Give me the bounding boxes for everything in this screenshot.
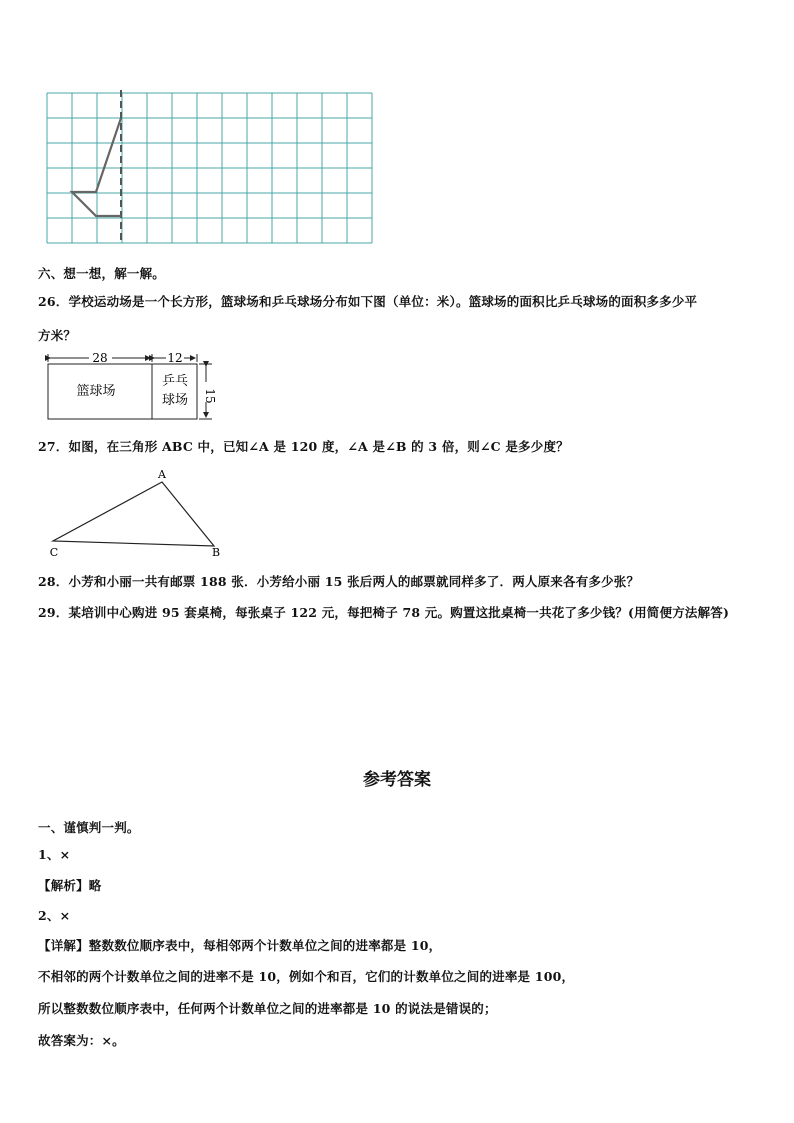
- answer-2-detail-3: 所以整数数位顺序表中，任何两个计数单位之间的进率都是 10 的说法是错误的；: [38, 1001, 497, 1016]
- question-27: 27．如图，在三角形 ABC 中，已知∠A 是 120 度，∠A 是∠B 的 3 倍，则∠C 是多少度？: [38, 439, 569, 454]
- answers-section-1-heading: 一、谨慎判一判。: [38, 820, 140, 835]
- question-26-line-1: 26．学校运动场是一个长方形，篮球场和乒乓球场分布如下图（单位：米）。篮球场的面积比乒乓球场的面积多多少平: [38, 294, 698, 309]
- answer-2-detail-1: 【详解】整数数位顺序表中，每相邻两个计数单位之间的进率都是 10，: [38, 938, 442, 953]
- vertex-a: A: [158, 468, 166, 481]
- question-29: 29．某培训中心购进 95 套桌椅，每张桌子 122 元，每把椅子 78 元。购置这批桌椅一共花了多少钱？(用简便方法解答): [38, 605, 730, 620]
- answer-1: 1、×: [38, 847, 71, 862]
- field-outline: [48, 364, 197, 419]
- section-6-heading: 六、想一想，解一解。: [38, 266, 166, 281]
- answer-2-detail-2: 不相邻的两个计数单位之间的进率不是 10，例如个和百，它们的计数单位之间的进率是 100，: [38, 969, 575, 984]
- grid-lines: [47, 93, 372, 243]
- question-28: 28．小芳和小丽一共有邮票 188 张．小芳给小丽 15 张后两人的邮票就同样多了．两人原来各有多少张？: [38, 574, 640, 589]
- answers-title: 参考答案: [363, 770, 431, 790]
- vertex-c: C: [49, 546, 59, 559]
- grid-figure: [44, 90, 378, 246]
- answer-2: 2、×: [38, 908, 71, 923]
- label-12: 12: [167, 351, 183, 365]
- pingpong-label-2: 球场: [161, 393, 189, 408]
- answer-2-conclusion: 故答案为：×。: [38, 1033, 125, 1048]
- label-28: 28: [92, 351, 108, 365]
- vertex-b: B: [211, 546, 221, 559]
- basketball-court-label: 篮球场: [76, 384, 116, 399]
- q27-triangle: [44, 464, 234, 560]
- q26-court-diagram: [44, 348, 224, 424]
- pingpong-label-1: 乒乓: [161, 374, 189, 389]
- answer-1-note: 【解析】略: [38, 878, 102, 893]
- label-15: 15: [203, 388, 217, 404]
- question-26-line-2: 方米？: [38, 328, 77, 343]
